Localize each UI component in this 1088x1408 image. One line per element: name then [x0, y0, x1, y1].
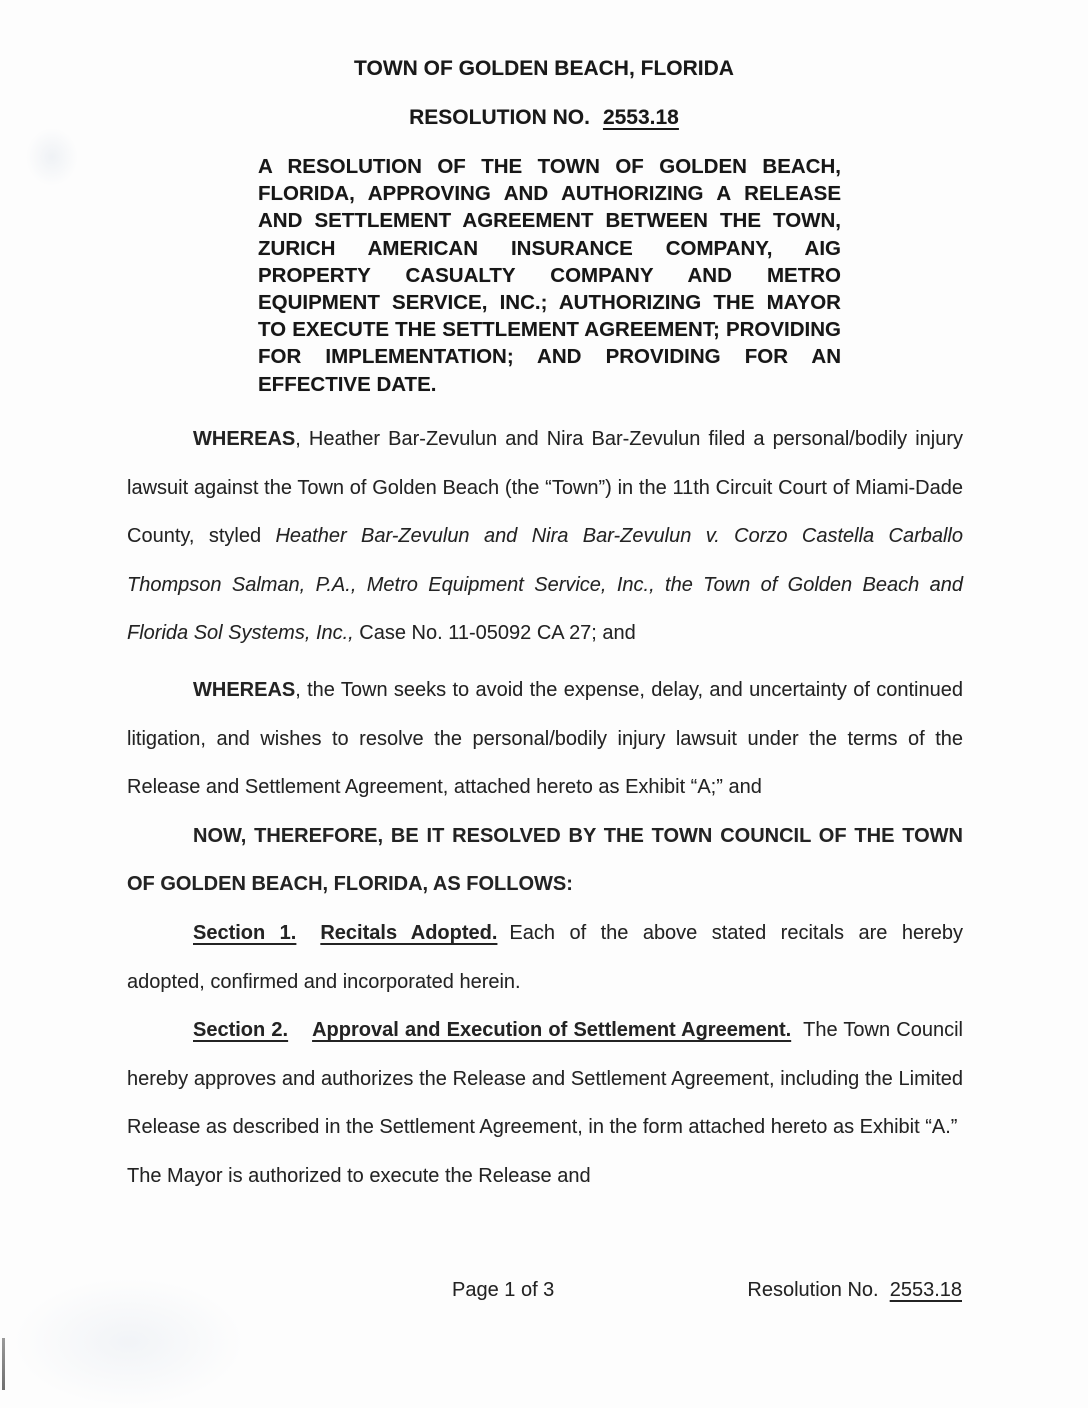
section-2-heading: Approval and Execution of Settlement Agreement.: [312, 1019, 792, 1042]
section-1-heading: Recitals Adopted.: [320, 921, 498, 944]
section-2-body: The Town Council hereby approves and authorizes the Release and Settlement Agreement, including the Limited Release as described in the Settlement Agreement, in the form attached hereto as Exhibit “A.” The Mayor is authorized to execute the Release and: [127, 1019, 964, 1187]
whereas-2-text: , the Town seeks to avoid the expense, delay, and uncertainty of continued litigation, and wishes to resolve the personal/bodily injury lawsuit under the terms of the Release and Settlement Agreement, attached hereto as Exhibit “A;” and: [127, 678, 963, 799]
scan-artifact-edge-line: [2, 1338, 5, 1390]
section-2-number: Section 2.: [193, 1019, 289, 1042]
section-1-number: Section 1.: [193, 921, 297, 944]
whereas-lead-1: WHEREAS: [193, 428, 296, 450]
whereas-clause-2: [127, 666, 963, 812]
footer-resolution-number: [747, 1279, 962, 1302]
case-number-text: Case No. 11-05092 CA 27; and: [353, 622, 636, 645]
document-title: TOWN OF GOLDEN BEACH, FLORIDA: [354, 57, 734, 80]
case-style-citation: Heather Bar-Zevulun and Nira Bar-Zevulun v. Corzo Castella Carballo Thompson Salman, P.A., Metro Equipment Service, Inc., the Town of Golden Beach and Florida Sol Systems, Inc.,: [127, 525, 963, 645]
resolved-clause: NOW, THEREFORE, BE IT RESOLVED BY THE TOWN COUNCIL OF THE TOWN OF GOLDEN BEACH, FLORIDA, AS FOLLOWS:: [127, 824, 963, 896]
whereas-lead-2: WHEREAS: [193, 678, 296, 701]
footer-resolution-value: 2553.18: [889, 1279, 962, 1301]
resolution-summary: A RESOLUTION OF THE TOWN OF GOLDEN BEACH, FLORIDA, APPROVING AND AUTHORIZING A RELEASE AND SETTLEMENT AGREEMENT BETWEEN THE TOWN, ZURICH AMERICAN INSURANCE COMPANY, AIG PROPERTY CASUALTY COMPANY AND METRO EQUIPMENT SERVICE, INC.; AUTHORIZING THE MAYOR TO EXECUTE THE SETTLEMENT AGREEMENT; PROVIDING FOR IMPLEMENTATION; AND PROVIDING FOR AN EFFECTIVE DATE.: [258, 155, 841, 396]
resolution-number-heading: [0, 106, 1088, 130]
section-1-body: Each of the above stated recitals are hereby adopted, confirmed and incorporated herein.: [127, 921, 963, 993]
section-1: [127, 909, 963, 1006]
whereas-clause-1: [127, 415, 963, 658]
scan-artifact-blob-bottom: [14, 1278, 244, 1406]
footer-resolution-label: Resolution No.: [747, 1279, 879, 1301]
section-2: [127, 1006, 963, 1200]
resolution-number-label: RESOLUTION NO.: [409, 106, 590, 129]
whereas-1-text: , Heather Bar-Zevulun and Nira Bar-Zevulun filed a personal/bodily injury lawsuit against the Town of Golden Beach (the “Town”) in the 11th Circuit Court of Miami-Dade County, styled: [127, 428, 963, 548]
scan-artifact-blob-top: [26, 128, 78, 186]
resolution-number-value: 2553.18: [602, 106, 679, 129]
document-body: [127, 415, 963, 1201]
page-number: Page 1 of 3: [452, 1279, 555, 1301]
